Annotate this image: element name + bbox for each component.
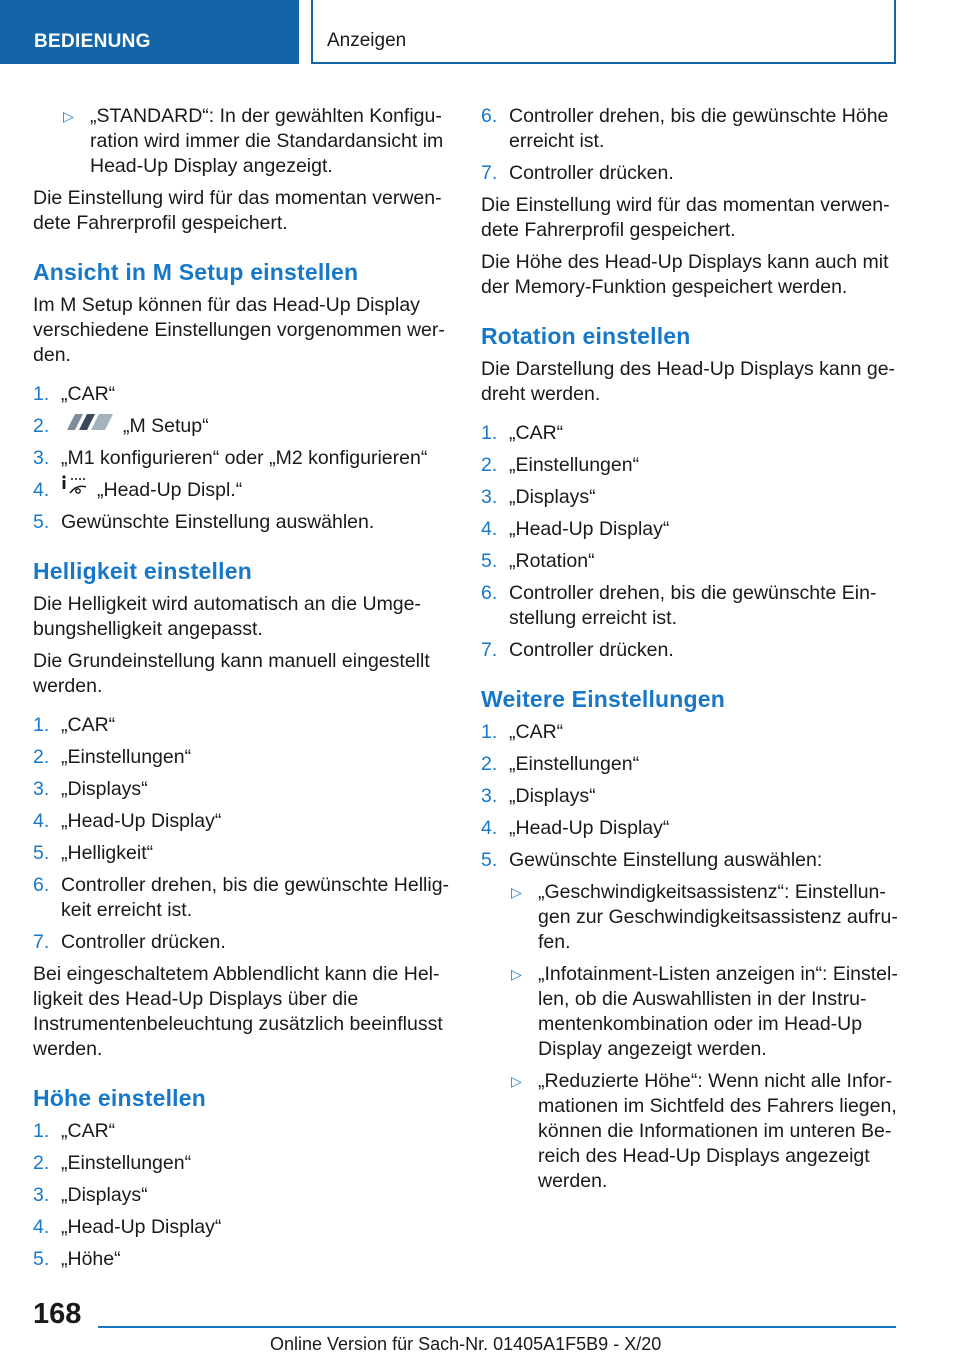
rotation-heading: Rotation einstellen <box>481 323 691 349</box>
step-text: „Head-Up Display“ <box>61 810 222 833</box>
step-number: 5. <box>33 511 50 534</box>
step-number: 7. <box>481 162 498 184</box>
height-steps-continued <box>481 104 899 186</box>
further-options-list <box>509 880 899 1194</box>
step-text: „CAR“ <box>509 422 564 444</box>
m-stripes-icon <box>61 412 115 437</box>
further-settings-steps <box>481 720 899 1194</box>
step-number: 5. <box>481 849 498 871</box>
profile-note: Die Einstellung wird für das momentan verwendete Fahrerprofil gespeichert. <box>33 187 442 234</box>
list-item <box>481 485 899 510</box>
step-number: 6. <box>33 874 50 897</box>
step-number: 7. <box>33 931 50 954</box>
step-text: „Rotation“ <box>509 550 595 572</box>
list-item <box>33 510 451 535</box>
step-number: 6. <box>481 582 498 604</box>
step-number: 4. <box>33 479 50 501</box>
step-text: Controller drücken. <box>509 639 674 661</box>
list-item <box>509 880 899 955</box>
step-text: Gewünschte Einstellung auswählen. <box>61 511 375 534</box>
brightness-steps <box>33 713 451 955</box>
list-item <box>33 104 451 179</box>
list-item <box>509 962 899 1062</box>
list-item <box>481 421 899 446</box>
brightness-heading: Helligkeit einstellen <box>33 558 252 585</box>
step-text: Gewünschte Einstellung auswählen: <box>509 849 823 871</box>
further-settings-heading: Weitere Einstellungen <box>481 686 726 712</box>
step-number: 1. <box>481 422 498 444</box>
msetup-heading: Ansicht in M Setup einstellen <box>33 259 359 285</box>
step-text: „Helligkeit“ <box>61 842 154 865</box>
step-number: 3. <box>33 778 50 801</box>
step-text: „Einstellungen“ <box>509 753 640 775</box>
list-item <box>33 414 451 439</box>
step-number: 6. <box>481 105 498 127</box>
step-number: 1. <box>33 714 50 737</box>
step-number: 2. <box>481 454 498 476</box>
list-item <box>33 1183 451 1208</box>
list-item <box>33 1215 451 1240</box>
left-column <box>33 104 451 1279</box>
header-topic-tab: Anzeigen <box>311 0 896 64</box>
list-item <box>481 161 899 186</box>
step-text: „CAR“ <box>61 1120 116 1143</box>
list-item <box>33 777 451 802</box>
step-text: „Einstellungen“ <box>61 746 192 769</box>
step-text: „Head-Up Display“ <box>509 518 670 540</box>
list-item <box>481 816 899 841</box>
step-text: „CAR“ <box>61 714 116 737</box>
step-number: 3. <box>33 1184 50 1207</box>
list-item <box>481 720 899 745</box>
step-text: Controller drehen, bis die gewünschte Helligkeit erreicht ist. <box>61 874 450 922</box>
step-number: 2. <box>33 1152 50 1175</box>
step-text: „CAR“ <box>61 383 116 405</box>
height-heading: Höhe einstellen <box>33 1085 206 1112</box>
list-item <box>33 713 451 738</box>
step-number: 1. <box>33 383 50 405</box>
step-number: 5. <box>33 1248 50 1271</box>
brightness-note: Bei eingeschaltetem Abblendlicht kann die Helligkeit des Head-Up Displays über die Instrumentenbeleuchtung zusätzlich beeinflusst werden. <box>33 963 443 1061</box>
step-text: „M1 konfigurieren“ oder „M2 konfigurieren“ <box>61 447 428 469</box>
step-text: „Displays“ <box>61 778 148 801</box>
height-steps <box>33 1119 451 1272</box>
step-text: „Head-Up Display“ <box>61 1216 222 1239</box>
header-section-tab: BEDIENUNG <box>0 0 299 64</box>
step-text: „Einstellungen“ <box>61 1152 192 1175</box>
step-text: „Einstellungen“ <box>509 454 640 476</box>
list-item <box>481 581 899 631</box>
option-text: „Reduzierte Höhe“: Wenn nicht alle Informationen im Sichtfeld des Fahrers liegen, können die Informationen im unteren Bereich des Head-Up Displays angezeigt werden. <box>538 1070 897 1192</box>
list-item <box>33 446 451 471</box>
head-up-display-icon <box>61 474 89 503</box>
footer-version-text: Online Version für Sach-Nr. 01405A1F5B9 - X/20 <box>270 1334 662 1354</box>
list-item <box>33 809 451 834</box>
rotation-steps <box>481 421 899 663</box>
page-number: 168 <box>33 1298 82 1330</box>
list-item <box>481 848 899 1194</box>
height-profile-note: Die Einstellung wird für das momentan verwendete Fahrerprofil gespeichert. <box>481 194 890 241</box>
msetup-text: Im M Setup können für das Head-Up Display verschiedene Einstellungen vorgenommen werden. <box>33 294 445 366</box>
list-item <box>33 478 451 503</box>
step-text: „CAR“ <box>509 721 564 743</box>
step-text: „Höhe“ <box>61 1248 121 1271</box>
list-item <box>33 930 451 955</box>
step-number: 4. <box>33 1216 50 1239</box>
step-text: „Displays“ <box>61 1184 148 1207</box>
step-text: Controller drehen, bis die gewünschte Einstellung erreicht ist. <box>509 582 877 629</box>
step-number: 1. <box>481 721 498 743</box>
list-item <box>33 382 451 407</box>
list-item <box>481 752 899 777</box>
step-text: Controller drücken. <box>509 162 674 184</box>
step-number: 4. <box>481 817 498 839</box>
option-text: „Infotainment-Listen anzeigen in“: Einstellen, ob die Auswahllisten in der Instrumentenkombination oder im Head-Up Display angezeigt werden. <box>538 963 898 1060</box>
list-item <box>33 745 451 770</box>
triangle-bullet-icon: ▷ <box>511 884 522 900</box>
step-text: „Displays“ <box>509 785 596 807</box>
msetup-steps <box>33 382 451 535</box>
standard-option-text: „STANDARD“: In der gewählten Konfiguration wird immer die Standardansicht im Head-Up Display angezeigt. <box>90 105 444 177</box>
triangle-bullet-icon: ▷ <box>511 1073 522 1089</box>
option-text: „Geschwindigkeitsassistenz“: Einstellungen zur Geschwindigkeitsassistenz aufrufen. <box>538 881 898 953</box>
step-text: „Displays“ <box>509 486 596 508</box>
list-item <box>481 549 899 574</box>
step-number: 7. <box>481 639 498 661</box>
step-number: 2. <box>481 753 498 775</box>
step-text: Controller drücken. <box>61 931 226 954</box>
footer-divider <box>98 1326 896 1328</box>
step-number: 4. <box>481 518 498 540</box>
triangle-bullet-icon: ▷ <box>63 108 74 124</box>
step-text: „M Setup“ <box>123 415 209 437</box>
list-item <box>33 1247 451 1272</box>
rotation-text: Die Darstellung des Head-Up Displays kann gedreht werden. <box>481 358 896 405</box>
list-item <box>481 638 899 663</box>
step-text: „Head-Up Display“ <box>509 817 670 839</box>
list-item <box>33 841 451 866</box>
list-item <box>509 1069 899 1194</box>
step-text: „Head-Up Displ.“ <box>97 479 243 501</box>
list-item <box>33 1119 451 1144</box>
step-number: 5. <box>481 550 498 572</box>
step-number: 4. <box>33 810 50 833</box>
brightness-text-1: Die Helligkeit wird automatisch an die Umgebungshelligkeit angepasst. <box>33 593 421 641</box>
step-number: 3. <box>481 486 498 508</box>
step-number: 5. <box>33 842 50 865</box>
step-number: 2. <box>33 746 50 769</box>
right-column <box>481 104 899 1201</box>
list-item <box>481 104 899 154</box>
list-item <box>481 784 899 809</box>
step-number: 3. <box>481 785 498 807</box>
step-text: Controller drehen, bis die gewünschte Höhe erreicht ist. <box>509 105 889 152</box>
brightness-text-2: Die Grundeinstellung kann manuell eingestellt werden. <box>33 650 430 698</box>
height-memory-note: Die Höhe des Head-Up Displays kann auch mit der Memory-Funktion gespeichert werden. <box>481 251 889 298</box>
list-item <box>33 1151 451 1176</box>
list-item <box>33 873 451 923</box>
step-number: 3. <box>33 447 50 469</box>
standard-option-list <box>33 104 451 179</box>
step-number: 1. <box>33 1120 50 1143</box>
list-item <box>481 453 899 478</box>
step-number: 2. <box>33 415 50 437</box>
triangle-bullet-icon: ▷ <box>511 966 522 982</box>
list-item <box>481 517 899 542</box>
